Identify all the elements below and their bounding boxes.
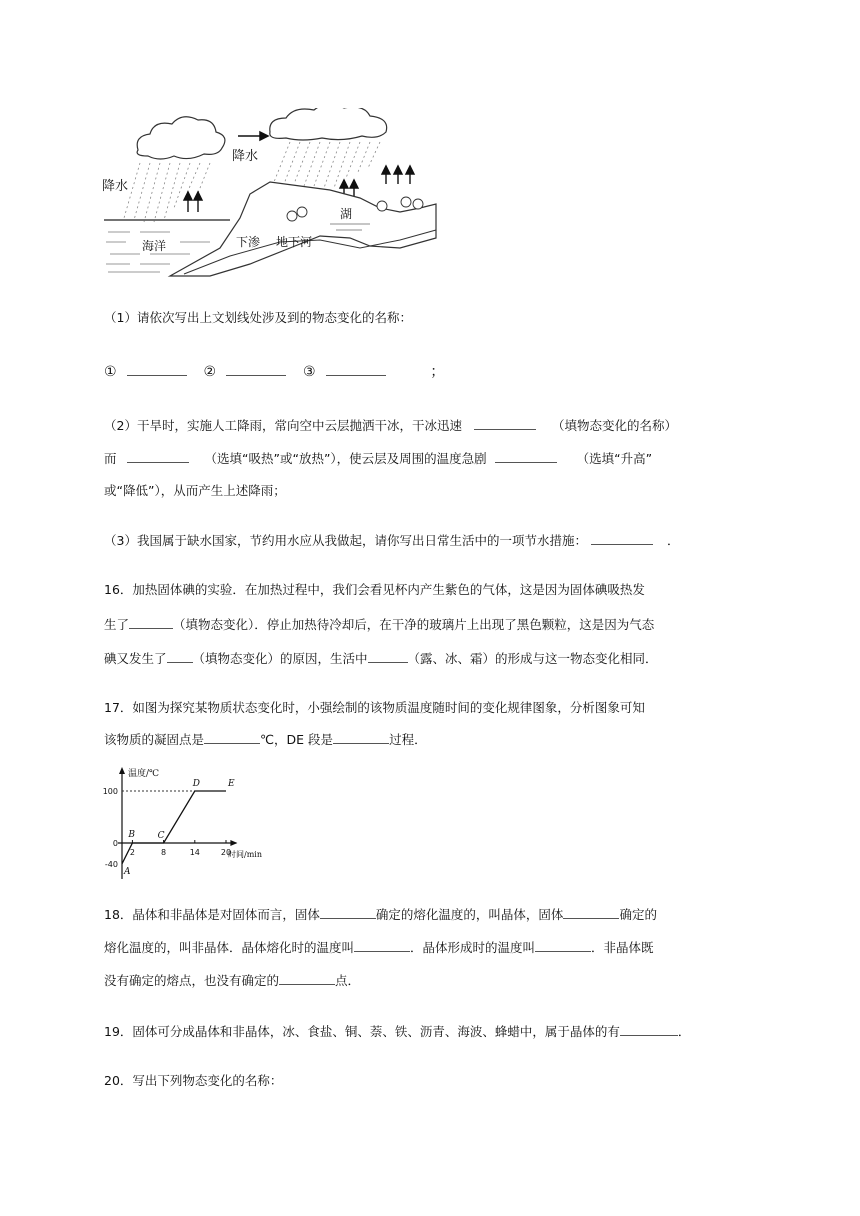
answer-blank-6[interactable] <box>495 450 557 463</box>
x-axis-arrow <box>230 840 237 846</box>
y-axis-arrow <box>119 767 125 774</box>
y-axis-label: 温度/℃ <box>128 769 160 779</box>
point-label-d: D <box>192 779 201 789</box>
answer-blank-2[interactable] <box>226 363 286 376</box>
subq3 <box>104 531 679 549</box>
q16-line3 <box>104 649 658 667</box>
x-tick-label: 14 <box>189 848 200 857</box>
subq2-text-1a: （2）干旱时，实施人工降雨，常向空中云层抛洒干冰，干冰迅速 <box>104 418 462 433</box>
q17-text-2a: 该物质的凝固点是 <box>104 732 205 747</box>
marker-2: ② <box>203 364 217 380</box>
subq2-text-2c: （选填“升高” <box>576 451 653 466</box>
transpiration-arrows <box>382 166 414 184</box>
subq2-text-2a: 而 <box>104 451 117 466</box>
answer-blank-17[interactable] <box>279 972 335 985</box>
answer-blank-10[interactable] <box>368 650 408 663</box>
y-tick-label: 0 <box>112 839 118 848</box>
subq1-end: ； <box>430 364 445 380</box>
subq1-prompt: （1）请依次写出上文划线处涉及到的物态变化的名称： <box>104 310 412 325</box>
point-label-b: B <box>128 830 136 840</box>
q16-text-2a: 生了 <box>104 617 130 632</box>
answer-blank-15[interactable] <box>354 939 410 952</box>
q18-text-2a: 熔化温度的，叫非晶体．晶体熔化时的温度叫 <box>104 940 355 955</box>
q19-text: 19．固体可分成晶体和非晶体，冰、食盐、铜、萘、铁、沥青、海波、蜂蜡中，属于晶体的有 <box>104 1024 620 1039</box>
right-rain <box>274 142 380 188</box>
subq2-line1 <box>104 416 677 434</box>
q18-text-1b: 确定的熔化温度的，叫晶体，固体 <box>375 907 564 922</box>
q18-text-3a: 没有确定的熔点，也没有确定的 <box>104 973 280 988</box>
point-label-c: C <box>157 831 165 841</box>
marker-1: ① <box>104 364 117 380</box>
q16-text-2b: （填物态变化）．停止加热待冷却后，在干净的玻璃片上出现了黑色颗粒，这是因为气态 <box>173 617 655 632</box>
label-ocean: 海洋 <box>142 239 167 253</box>
x-tick-label: 2 <box>129 848 135 857</box>
water-cycle-figure <box>100 108 440 280</box>
answer-blank-11[interactable] <box>204 731 260 744</box>
y-tick-label: 100 <box>102 787 118 796</box>
q20: 20．写出下列物态变化的名称： <box>104 1073 283 1088</box>
answer-blank-16[interactable] <box>535 939 591 952</box>
x-axis-label: 时间/min <box>228 850 262 859</box>
temperature-time-chart <box>100 764 275 879</box>
q17-line2 <box>104 730 427 748</box>
q18-text-2c: ．非晶体既 <box>591 940 654 955</box>
land <box>170 182 436 276</box>
q18-text-1c: 确定的 <box>619 907 657 922</box>
label-infiltration: 下渗 <box>236 235 261 249</box>
q16-text-3b: （填物态变化）的原因，生活中 <box>192 651 368 666</box>
wind-arrow <box>238 132 268 140</box>
label-lake: 湖 <box>340 207 353 221</box>
q16-line2 <box>104 615 654 633</box>
subq2-line2 <box>104 449 652 467</box>
q18-line2 <box>104 938 654 956</box>
subq2-text-2b: （选填“吸热”或“放热”），使云层及周围的温度急剧 <box>204 451 487 466</box>
q19-end: ． <box>677 1024 691 1039</box>
q18-text-2b: ．晶体形成时的温度叫 <box>410 940 536 955</box>
answer-blank-14[interactable] <box>563 906 619 919</box>
label-underground-river: 地下河 <box>276 235 313 249</box>
answer-blank-3[interactable] <box>326 363 386 376</box>
q17-text-2c: 过程． <box>389 732 427 747</box>
q17-line1: 17．如图为探究某物质状态变化时，小强绘制的该物质温度随时间的变化规律图象，分析图象可知 <box>104 700 645 715</box>
q18-line1 <box>104 905 657 923</box>
answer-blank-18[interactable] <box>620 1023 678 1036</box>
answer-blank-5[interactable] <box>127 450 189 463</box>
evaporation-arrows-left <box>184 192 202 212</box>
q16-line1: 16．加热固体碘的实验．在加热过程中，我们会看见杯内产生紫色的气体，这是因为固体碘吸热发 <box>104 582 645 597</box>
q18-text-3b: 点． <box>335 973 361 988</box>
point-label-e: E <box>228 779 235 789</box>
answer-blank-7[interactable] <box>591 532 653 545</box>
answer-blank-4[interactable] <box>474 417 536 430</box>
answer-blank-9[interactable] <box>167 650 193 663</box>
y-tick-label: -40 <box>104 859 118 869</box>
subq1-answers <box>104 361 444 381</box>
marker-3: ③ <box>302 364 316 380</box>
subq2-line3: 或“降低”），从而产生上述降雨； <box>104 483 286 498</box>
q16-text-3a: 碘又发生了 <box>104 651 167 666</box>
x-tick-label: 20 <box>220 848 232 857</box>
q19 <box>104 1022 690 1040</box>
x-tick-label: 8 <box>161 848 167 857</box>
answer-blank-1[interactable] <box>127 363 187 376</box>
answer-blank-12[interactable] <box>333 731 389 744</box>
label-precip-left: 降水 <box>102 179 129 194</box>
subq3-text: （3）我国属于缺水国家，节约用水应从我做起，请你写出日常生活中的一项节水措施： <box>104 533 587 548</box>
q17-text-2b: ℃，DE 段是 <box>260 732 334 747</box>
answer-blank-8[interactable] <box>129 616 173 629</box>
q18-text-1a: 18．晶体和非晶体是对固体而言，固体 <box>104 907 320 922</box>
q18-line3 <box>104 971 360 989</box>
label-precip-top: 降水 <box>232 149 259 164</box>
subq3-end: ． <box>666 533 680 548</box>
answer-blank-13[interactable] <box>320 906 376 919</box>
left-cloud <box>137 117 225 159</box>
q16-text-3c: （露、冰、霜）的形成与这一物态变化相同． <box>407 651 658 666</box>
right-cloud <box>270 108 387 140</box>
temperature-line <box>122 791 226 864</box>
subq2-text-1b: （填物态变化的名称） <box>551 418 677 433</box>
point-label-a: A <box>124 866 131 877</box>
